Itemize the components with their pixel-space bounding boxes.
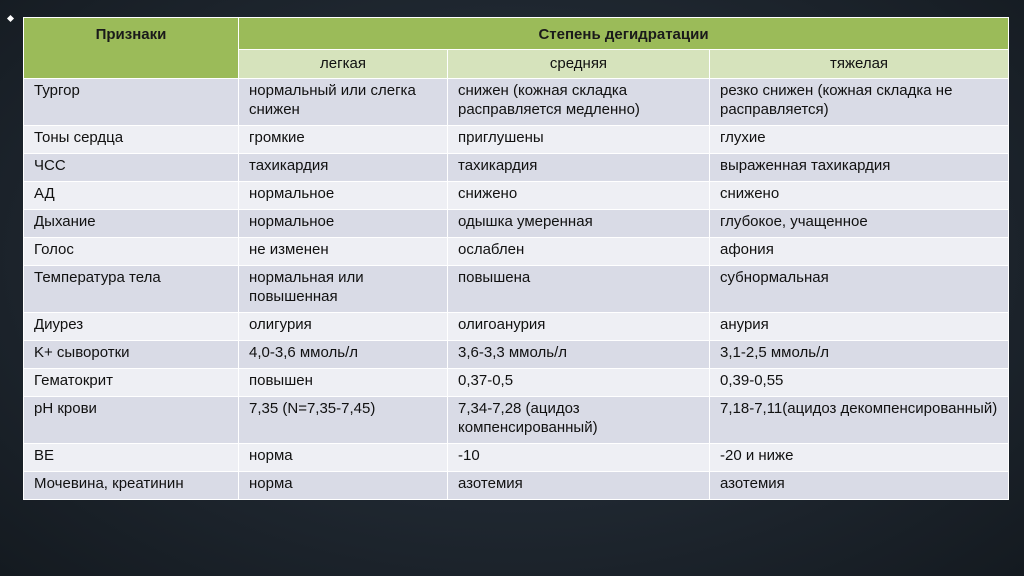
header-moderate: средняя (448, 50, 710, 79)
row-severe: 7,18-7,11(ацидоз декомпенсированный) (710, 397, 1009, 444)
table-row (24, 238, 1009, 266)
table-row (24, 444, 1009, 472)
table-row (24, 154, 1009, 182)
row-severe: субнормальная (710, 266, 1009, 313)
table-row (24, 266, 1009, 313)
row-mild: нормальное (239, 210, 448, 238)
row-severe: глубокое, учащенное (710, 210, 1009, 238)
table-row (24, 126, 1009, 154)
header-mild: легкая (239, 50, 448, 79)
row-mild: нормальное (239, 182, 448, 210)
row-sign: Голос (24, 238, 239, 266)
header-degree: Степень дегидратации (239, 18, 1009, 50)
row-sign: BE (24, 444, 239, 472)
row-mild: тахикардия (239, 154, 448, 182)
row-moderate: снижено (448, 182, 710, 210)
row-mild: нормальный или слегка снижен (239, 79, 448, 126)
row-sign: ЧСС (24, 154, 239, 182)
row-sign: АД (24, 182, 239, 210)
row-sign: pH крови (24, 397, 239, 444)
row-sign: K+ сыворотки (24, 341, 239, 369)
row-mild: 4,0-3,6 ммоль/л (239, 341, 448, 369)
row-mild: громкие (239, 126, 448, 154)
row-mild: нормальная или повышенная (239, 266, 448, 313)
header-severe: тяжелая (710, 50, 1009, 79)
row-mild: норма (239, 472, 448, 500)
row-sign: Дыхание (24, 210, 239, 238)
row-moderate: олигоанурия (448, 313, 710, 341)
table-row (24, 341, 1009, 369)
dehydration-table (23, 17, 1009, 500)
row-moderate: тахикардия (448, 154, 710, 182)
row-sign: Диурез (24, 313, 239, 341)
row-mild: повышен (239, 369, 448, 397)
row-severe: снижено (710, 182, 1009, 210)
row-moderate: одышка умеренная (448, 210, 710, 238)
row-severe: -20 и ниже (710, 444, 1009, 472)
row-sign: Мочевина, креатинин (24, 472, 239, 500)
row-moderate: 7,34-7,28 (ацидоз компенсированный) (448, 397, 710, 444)
row-moderate: 0,37-0,5 (448, 369, 710, 397)
row-moderate: повышена (448, 266, 710, 313)
row-mild: олигурия (239, 313, 448, 341)
row-severe: азотемия (710, 472, 1009, 500)
header-signs: Признаки (24, 18, 239, 79)
row-moderate: снижен (кожная складка расправляется медленно) (448, 79, 710, 126)
table-row (24, 369, 1009, 397)
table-row (24, 79, 1009, 126)
row-severe: глухие (710, 126, 1009, 154)
table-row (24, 313, 1009, 341)
slide-marker-icon (7, 15, 14, 22)
table-row (24, 472, 1009, 500)
row-moderate: ослаблен (448, 238, 710, 266)
table-row (24, 182, 1009, 210)
row-severe: 3,1-2,5 ммоль/л (710, 341, 1009, 369)
table-row (24, 210, 1009, 238)
row-severe: выраженная тахикардия (710, 154, 1009, 182)
row-mild: норма (239, 444, 448, 472)
row-sign: Тоны сердца (24, 126, 239, 154)
row-sign: Тургор (24, 79, 239, 126)
row-severe: 0,39-0,55 (710, 369, 1009, 397)
row-mild: 7,35 (N=7,35-7,45) (239, 397, 448, 444)
row-mild: не изменен (239, 238, 448, 266)
row-moderate: азотемия (448, 472, 710, 500)
row-moderate: 3,6-3,3 ммоль/л (448, 341, 710, 369)
row-moderate: приглушены (448, 126, 710, 154)
row-sign: Температура тела (24, 266, 239, 313)
row-severe: резко снижен (кожная складка не расправляется) (710, 79, 1009, 126)
table-row (24, 397, 1009, 444)
row-moderate: -10 (448, 444, 710, 472)
row-severe: анурия (710, 313, 1009, 341)
row-severe: афония (710, 238, 1009, 266)
row-sign: Гематокрит (24, 369, 239, 397)
